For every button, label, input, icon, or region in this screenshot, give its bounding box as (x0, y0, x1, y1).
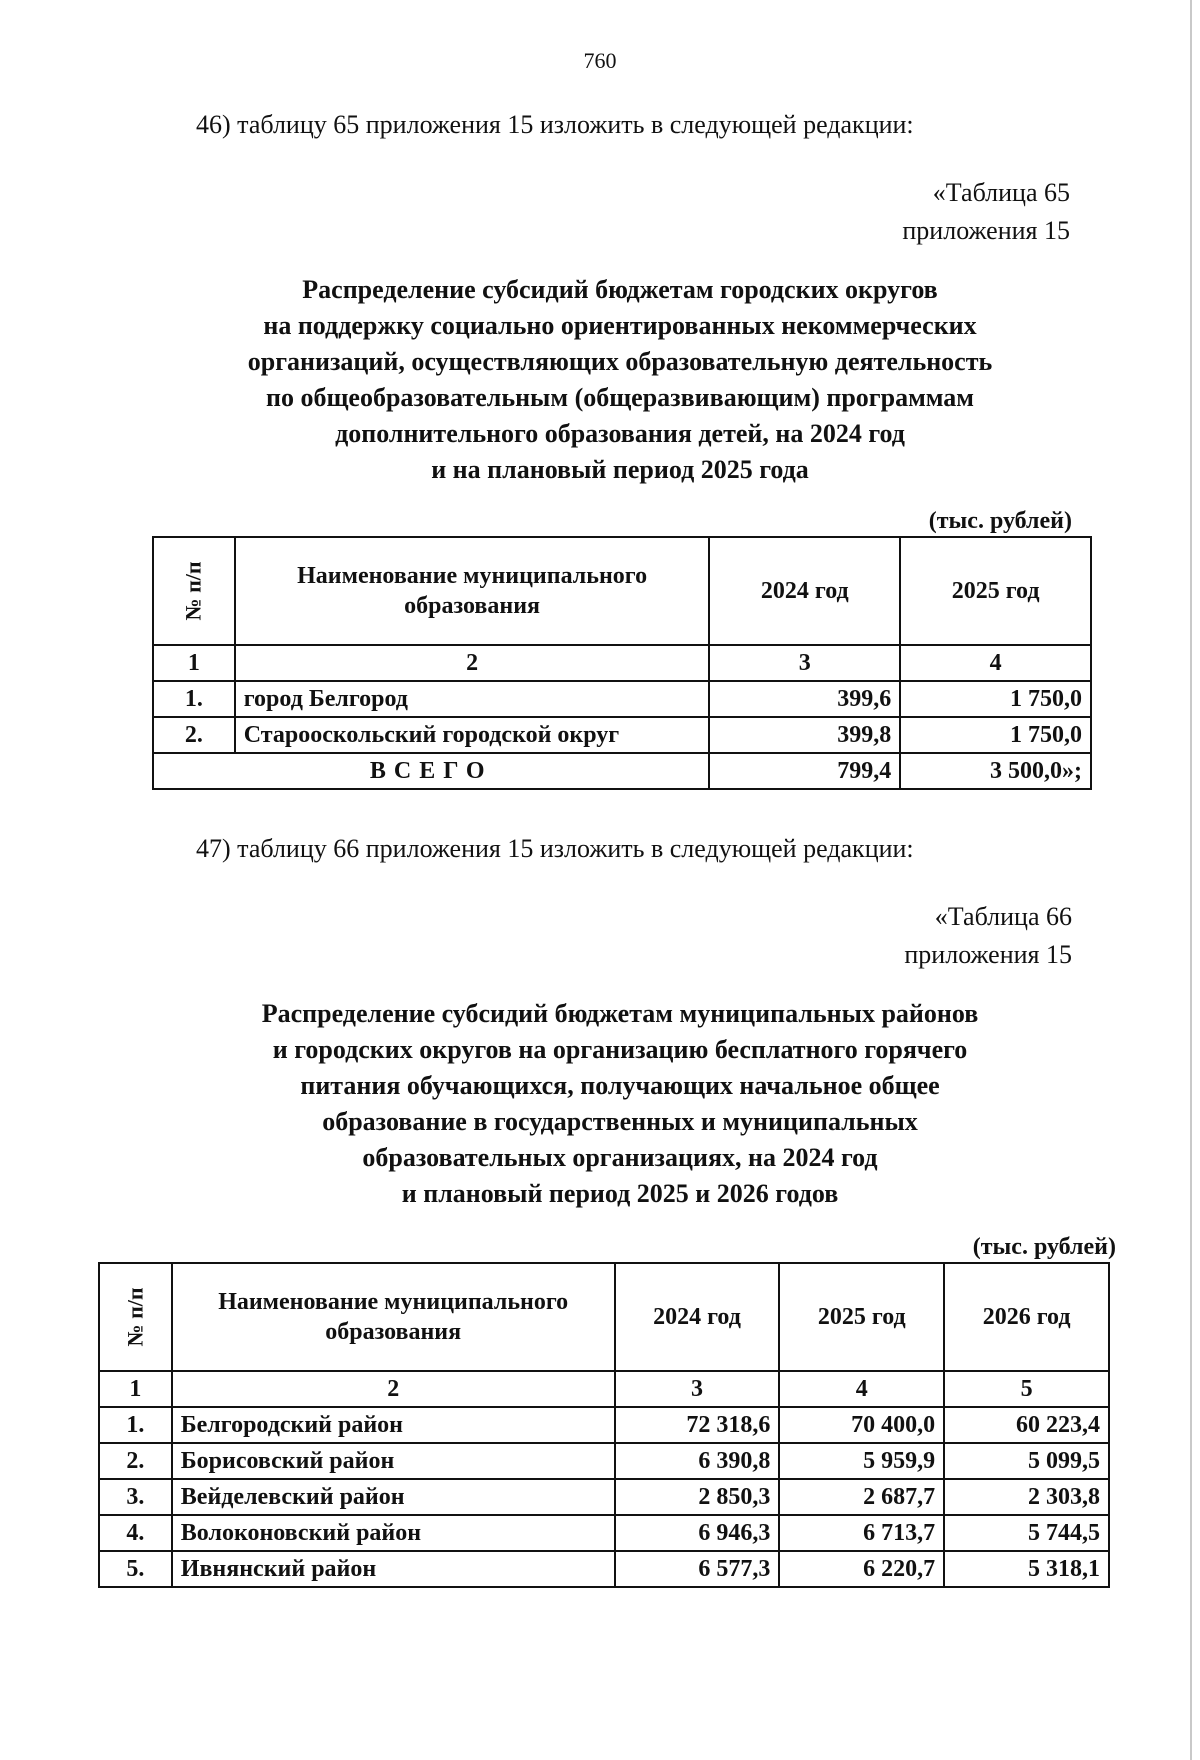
row-value-2024: 6 577,3 (615, 1551, 780, 1587)
row-number: 3. (99, 1479, 172, 1515)
table-65-title-line: по общеобразовательным (общеразвивающим) программам (265, 383, 975, 412)
row-value-2025: 6 713,7 (779, 1515, 944, 1551)
row-value-2025: 70 400,0 (779, 1407, 944, 1443)
col-number: 4 (779, 1371, 944, 1407)
table-row (99, 1551, 1109, 1587)
table-66-title-line: образование в государственных и муниципальных (322, 1107, 918, 1136)
row-number: 2. (99, 1443, 172, 1479)
col-number: 3 (709, 645, 900, 681)
header-number-cell (99, 1263, 172, 1371)
col-number: 3 (615, 1371, 780, 1407)
header-2025: 2025 год (779, 1263, 944, 1371)
table-66-ref-line1: «Таблица 66 (934, 902, 1072, 931)
col-number: 4 (900, 645, 1091, 681)
table-66-title (0, 996, 1200, 1212)
table-65-ref-line2: приложения 15 (902, 216, 1070, 245)
row-number: 5. (99, 1551, 172, 1587)
column-number-row (153, 645, 1091, 681)
col-number: 5 (944, 1371, 1109, 1407)
row-value-2024: 6 390,8 (615, 1443, 780, 1479)
row-number: 1. (99, 1407, 172, 1443)
row-number: 4. (99, 1515, 172, 1551)
section-46-instruction: 46) таблицу 65 приложения 15 изложить в следующей редакции: (196, 110, 914, 139)
row-name: Белгородский район (172, 1407, 615, 1443)
header-name-line1: Наименование муниципального (297, 563, 648, 589)
row-value-2024: 399,6 (709, 681, 900, 717)
header-2024: 2024 год (615, 1263, 780, 1371)
header-name-line1: Наименование муниципального (218, 1289, 569, 1315)
row-value-2024: 6 946,3 (615, 1515, 780, 1551)
table-66-title-line: и городских округов на организацию бесплатного горячего (272, 1035, 968, 1064)
table-65 (152, 536, 1092, 790)
table-65-reference (902, 174, 1070, 250)
table-66-ref-line2: приложения 15 (904, 940, 1072, 969)
table-header-row (153, 537, 1091, 645)
header-name-cell (235, 537, 710, 645)
table-row (153, 717, 1091, 753)
table-row (99, 1407, 1109, 1443)
col-number: 1 (153, 645, 235, 681)
row-value-2025: 2 687,7 (779, 1479, 944, 1515)
total-value-2024: 799,4 (709, 753, 900, 789)
header-number-label: № п/п (122, 1287, 148, 1347)
col-number: 2 (172, 1371, 615, 1407)
row-value-2024: 399,8 (709, 717, 900, 753)
table-65-title-line: организаций, осуществляющих образовательную деятельность (247, 347, 993, 376)
table-66-title-line: Распределение субсидий бюджетам муниципальных районов (261, 999, 979, 1028)
total-label: ВСЕГО (369, 758, 493, 784)
header-2026: 2026 год (944, 1263, 1109, 1371)
row-name: город Белгород (235, 681, 710, 717)
row-value-2025: 1 750,0 (900, 681, 1091, 717)
row-value-2025: 1 750,0 (900, 717, 1091, 753)
row-value-2026: 5 318,1 (944, 1551, 1109, 1587)
table-66-title-line: питания обучающихся, получающих начальное общее (300, 1071, 940, 1100)
row-value-2024: 2 850,3 (615, 1479, 780, 1515)
header-number-label: № п/п (180, 561, 206, 621)
row-name: Старооскольский городской округ (235, 717, 710, 753)
page-edge-line (1190, 0, 1192, 1760)
page-number: 760 (583, 48, 617, 73)
row-name: Вейделевский район (172, 1479, 615, 1515)
table-66-title-line: образовательных организациях, на 2024 год (362, 1143, 878, 1172)
table-65-units: (тыс. рублей) (928, 508, 1072, 534)
table-65-title-line: на поддержку социально ориентированных некоммерческих (263, 311, 977, 340)
table-65-title-line: дополнительного образования детей, на 2024 год (335, 419, 905, 448)
row-value-2026: 60 223,4 (944, 1407, 1109, 1443)
header-name-line2: образования (404, 593, 541, 619)
row-value-2025: 6 220,7 (779, 1551, 944, 1587)
row-name: Ивнянский район (172, 1551, 615, 1587)
table-65-title (0, 272, 1200, 488)
row-value-2024: 72 318,6 (615, 1407, 780, 1443)
table-row (99, 1479, 1109, 1515)
table-header-row (99, 1263, 1109, 1371)
row-name: Волоконовский район (172, 1515, 615, 1551)
table-row (99, 1443, 1109, 1479)
total-label-cell (153, 753, 709, 789)
header-name-line2: образования (325, 1319, 462, 1345)
row-number: 1. (153, 681, 235, 717)
table-65-title-line: Распределение субсидий бюджетам городских округов (302, 275, 938, 304)
section-47-instruction: 47) таблицу 66 приложения 15 изложить в следующей редакции: (196, 834, 914, 863)
table-65-title-line: и на плановый период 2025 года (431, 455, 809, 484)
header-number-cell (153, 537, 235, 645)
row-value-2026: 5 099,5 (944, 1443, 1109, 1479)
table-66-reference (904, 898, 1072, 974)
row-value-2026: 2 303,8 (944, 1479, 1109, 1515)
row-number: 2. (153, 717, 235, 753)
table-66 (98, 1262, 1110, 1588)
header-2025: 2025 год (900, 537, 1091, 645)
table-row (153, 681, 1091, 717)
total-row (153, 753, 1091, 789)
row-value-2025: 5 959,9 (779, 1443, 944, 1479)
col-number: 1 (99, 1371, 172, 1407)
header-2024: 2024 год (709, 537, 900, 645)
row-name: Борисовский район (172, 1443, 615, 1479)
col-number: 2 (235, 645, 710, 681)
header-name-cell (172, 1263, 615, 1371)
total-value-2025: 3 500,0»; (900, 753, 1091, 789)
row-value-2026: 5 744,5 (944, 1515, 1109, 1551)
table-66-title-line: и плановый период 2025 и 2026 годов (401, 1179, 839, 1208)
column-number-row (99, 1371, 1109, 1407)
table-66-units: (тыс. рублей) (972, 1234, 1116, 1260)
table-row (99, 1515, 1109, 1551)
table-65-ref-line1: «Таблица 65 (932, 178, 1070, 207)
